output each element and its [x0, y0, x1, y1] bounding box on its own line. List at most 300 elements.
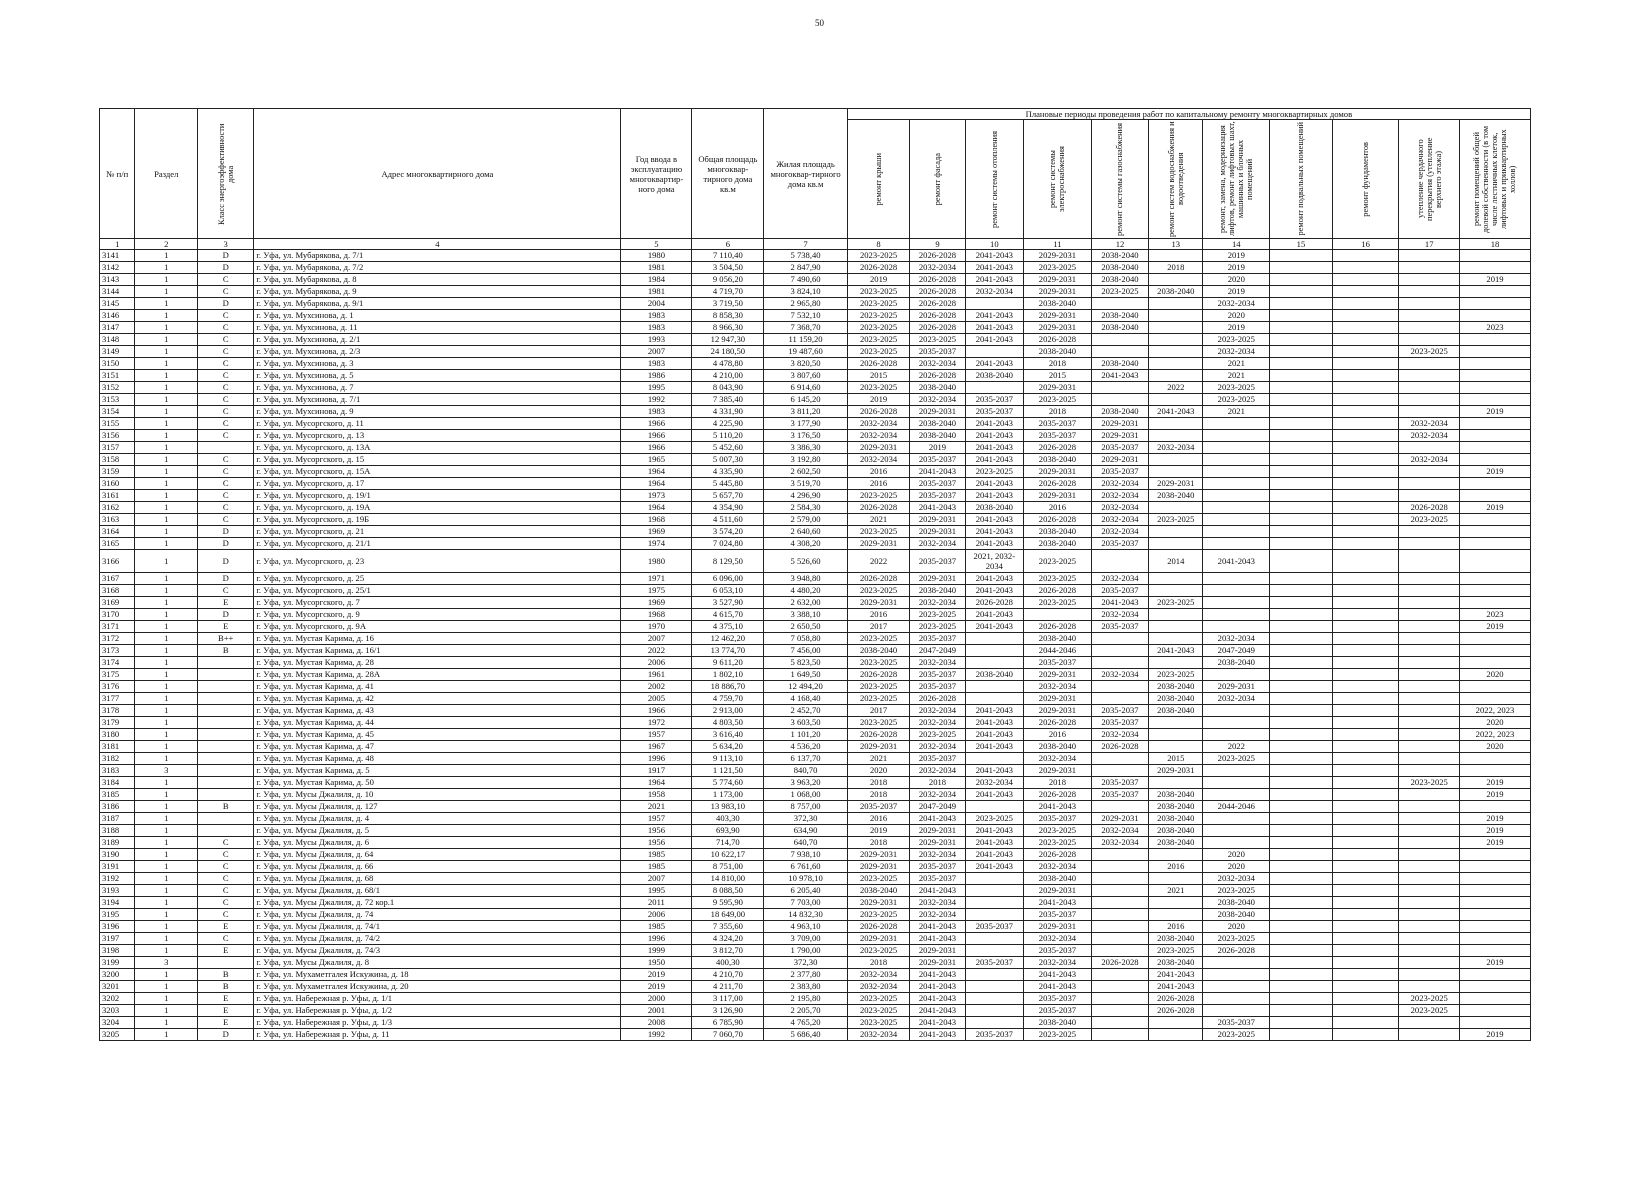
- energy-class-cell: [198, 657, 254, 669]
- living-area-cell: 2 584,30: [764, 502, 847, 514]
- foundation-repair-cell: [1332, 789, 1399, 801]
- header-section: Раздел: [135, 109, 198, 239]
- table-row: [100, 490, 1531, 502]
- row-number-cell: 3185: [100, 789, 135, 801]
- table-row: [100, 609, 1531, 621]
- heating-repair-cell: [965, 801, 1023, 813]
- roof-repair-cell: 2032-2034: [847, 454, 910, 466]
- address-cell: г. Уфа, ул. Мусы Джалиля, д. 74/3: [254, 945, 621, 957]
- table-row: [100, 286, 1531, 298]
- table-row: [100, 1029, 1531, 1041]
- living-area-cell: 3 709,00: [764, 933, 847, 945]
- foundation-repair-cell: [1332, 933, 1399, 945]
- energy-class-cell: [198, 789, 254, 801]
- elevator-repair-cell: [1203, 717, 1270, 729]
- basement-repair-cell: [1270, 1005, 1333, 1017]
- facade-repair-cell: 2038-2040: [910, 382, 965, 394]
- facade-repair-cell: 2035-2037: [910, 346, 965, 358]
- common-areas-repair-cell: [1459, 801, 1530, 813]
- basement-repair-cell: [1270, 262, 1333, 274]
- elevator-repair-cell: 2021: [1203, 370, 1270, 382]
- energy-class-cell: C: [198, 585, 254, 597]
- attic-insulation-cell: [1399, 442, 1459, 454]
- foundation-repair-cell: [1332, 717, 1399, 729]
- energy-class-cell: C: [198, 346, 254, 358]
- facade-repair-cell: 2026-2028: [910, 693, 965, 705]
- foundation-repair-cell: [1332, 825, 1399, 837]
- basement-repair-cell: [1270, 969, 1333, 981]
- facade-repair-cell: 2023-2025: [910, 621, 965, 633]
- foundation-repair-cell: [1332, 585, 1399, 597]
- gas-repair-cell: 2038-2040: [1091, 358, 1148, 370]
- facade-repair-cell: 2023-2025: [910, 334, 965, 346]
- roof-repair-cell: 2029-2031: [847, 861, 910, 873]
- year-built-cell: 2019: [621, 981, 692, 993]
- electric-repair-cell: 2032-2034: [1024, 753, 1092, 765]
- section-cell: 1: [135, 753, 198, 765]
- energy-class-cell: C: [198, 466, 254, 478]
- address-cell: г. Уфа, ул. Мухаметгалея Искужина, д. 20: [254, 981, 621, 993]
- table-row: [100, 897, 1531, 909]
- heating-repair-cell: 2041-2043: [965, 334, 1023, 346]
- heating-repair-cell: [965, 346, 1023, 358]
- table-row: [100, 538, 1531, 550]
- basement-repair-cell: [1270, 286, 1333, 298]
- electric-repair-cell: 2026-2028: [1024, 717, 1092, 729]
- address-cell: г. Уфа, ул. Мухсинова, д. 2/3: [254, 346, 621, 358]
- elevator-repair-cell: 2023-2025: [1203, 394, 1270, 406]
- foundation-repair-cell: [1332, 442, 1399, 454]
- address-cell: г. Уфа, ул. Мухсинова, д. 1: [254, 310, 621, 322]
- gas-repair-cell: 2032-2034: [1091, 502, 1148, 514]
- heating-repair-cell: [965, 681, 1023, 693]
- gas-repair-cell: 2035-2037: [1091, 442, 1148, 454]
- roof-repair-cell: 2016: [847, 609, 910, 621]
- water-repair-cell: 2015: [1149, 753, 1203, 765]
- section-cell: 1: [135, 717, 198, 729]
- water-repair-cell: [1149, 777, 1203, 789]
- common-areas-repair-cell: 2019: [1459, 777, 1530, 789]
- heating-repair-cell: 2041-2043: [965, 478, 1023, 490]
- living-area-cell: 7 058,80: [764, 633, 847, 645]
- table-row: [100, 837, 1531, 849]
- water-repair-cell: 2029-2031: [1149, 478, 1203, 490]
- electric-repair-cell: 2026-2028: [1024, 478, 1092, 490]
- common-areas-repair-cell: [1459, 681, 1530, 693]
- heating-repair-cell: 2041-2043: [965, 621, 1023, 633]
- basement-repair-cell: [1270, 837, 1333, 849]
- section-cell: 1: [135, 298, 198, 310]
- gas-repair-cell: [1091, 849, 1148, 861]
- section-cell: 1: [135, 1005, 198, 1017]
- address-cell: г. Уфа, ул. Мустая Карима, д. 47: [254, 741, 621, 753]
- water-repair-cell: [1149, 298, 1203, 310]
- elevator-repair-cell: [1203, 969, 1270, 981]
- energy-class-cell: [198, 705, 254, 717]
- foundation-repair-cell: [1332, 514, 1399, 526]
- address-cell: г. Уфа, ул. Мусы Джалиля, д. 68: [254, 873, 621, 885]
- table-row: [100, 322, 1531, 334]
- facade-repair-cell: 2032-2034: [910, 358, 965, 370]
- energy-class-cell: C: [198, 370, 254, 382]
- living-area-cell: 6 205,40: [764, 885, 847, 897]
- roof-repair-cell: 2023-2025: [847, 382, 910, 394]
- heating-repair-cell: 2041-2043: [965, 526, 1023, 538]
- living-area-cell: 3 824,10: [764, 286, 847, 298]
- roof-repair-cell: 2029-2031: [847, 538, 910, 550]
- year-built-cell: 1967: [621, 741, 692, 753]
- common-areas-repair-cell: [1459, 753, 1530, 765]
- basement-repair-cell: [1270, 298, 1333, 310]
- row-number-cell: 3187: [100, 813, 135, 825]
- section-cell: 1: [135, 394, 198, 406]
- living-area-cell: 3 807,60: [764, 370, 847, 382]
- heating-repair-cell: [965, 657, 1023, 669]
- living-area-cell: 1 101,20: [764, 729, 847, 741]
- total-area-cell: 4 211,70: [692, 981, 764, 993]
- year-built-cell: 1986: [621, 370, 692, 382]
- water-repair-cell: 2016: [1149, 861, 1203, 873]
- table-row: [100, 705, 1531, 717]
- gas-repair-cell: 2023-2025: [1091, 286, 1148, 298]
- electric-repair-cell: 2029-2031: [1024, 250, 1092, 262]
- electric-repair-cell: 2035-2037: [1024, 993, 1092, 1005]
- living-area-cell: 1 790,00: [764, 945, 847, 957]
- header-year: Год ввода в эксплуатацию многоквартир-ного дома: [621, 109, 692, 239]
- attic-insulation-cell: 2026-2028: [1399, 502, 1459, 514]
- electric-repair-cell: 2035-2037: [1024, 657, 1092, 669]
- total-area-cell: 14 810,00: [692, 873, 764, 885]
- total-area-cell: 4 335,90: [692, 466, 764, 478]
- roof-repair-cell: 2023-2025: [847, 322, 910, 334]
- water-repair-cell: 2038-2040: [1149, 693, 1203, 705]
- basement-repair-cell: [1270, 681, 1333, 693]
- roof-repair-cell: 2016: [847, 478, 910, 490]
- total-area-cell: 8 858,30: [692, 310, 764, 322]
- water-repair-cell: 2023-2025: [1149, 669, 1203, 681]
- living-area-cell: 2 452,70: [764, 705, 847, 717]
- gas-repair-cell: [1091, 1005, 1148, 1017]
- basement-repair-cell: [1270, 418, 1333, 430]
- year-built-cell: 1958: [621, 789, 692, 801]
- water-repair-cell: [1149, 609, 1203, 621]
- roof-repair-cell: 2026-2028: [847, 502, 910, 514]
- table-row: [100, 885, 1531, 897]
- total-area-cell: 6 096,00: [692, 573, 764, 585]
- attic-insulation-cell: [1399, 957, 1459, 969]
- section-cell: 1: [135, 861, 198, 873]
- basement-repair-cell: [1270, 981, 1333, 993]
- gas-repair-cell: 2035-2037: [1091, 538, 1148, 550]
- elevator-repair-cell: 2044-2046: [1203, 801, 1270, 813]
- electric-repair-cell: 2038-2040: [1024, 346, 1092, 358]
- foundation-repair-cell: [1332, 657, 1399, 669]
- common-areas-repair-cell: [1459, 1005, 1530, 1017]
- living-area-cell: 6 137,70: [764, 753, 847, 765]
- energy-class-cell: B: [198, 981, 254, 993]
- water-repair-cell: 2041-2043: [1149, 406, 1203, 418]
- electric-repair-cell: 2023-2025: [1024, 597, 1092, 609]
- section-cell: 1: [135, 442, 198, 454]
- attic-insulation-cell: [1399, 753, 1459, 765]
- electric-repair-cell: 2023-2025: [1024, 550, 1092, 573]
- water-repair-cell: [1149, 741, 1203, 753]
- column-index-cell: 9: [910, 239, 965, 250]
- section-cell: 1: [135, 454, 198, 466]
- electric-repair-cell: 2016: [1024, 729, 1092, 741]
- header-energy-class: Класс энергоэффективности дома: [198, 109, 254, 239]
- attic-insulation-cell: [1399, 538, 1459, 550]
- living-area-cell: 2 205,70: [764, 1005, 847, 1017]
- foundation-repair-cell: [1332, 490, 1399, 502]
- total-area-cell: 3 574,20: [692, 526, 764, 538]
- basement-repair-cell: [1270, 729, 1333, 741]
- basement-repair-cell: [1270, 657, 1333, 669]
- capital-repair-table: [99, 108, 1531, 1041]
- section-cell: 1: [135, 262, 198, 274]
- common-areas-repair-cell: [1459, 478, 1530, 490]
- elevator-repair-cell: 2019: [1203, 322, 1270, 334]
- row-number-cell: 3193: [100, 885, 135, 897]
- attic-insulation-cell: [1399, 645, 1459, 657]
- water-repair-cell: 2038-2040: [1149, 933, 1203, 945]
- common-areas-repair-cell: [1459, 538, 1530, 550]
- heating-repair-cell: 2041-2043: [965, 262, 1023, 274]
- common-areas-repair-cell: [1459, 310, 1530, 322]
- attic-insulation-cell: [1399, 921, 1459, 933]
- energy-class-cell: B: [198, 801, 254, 813]
- address-cell: г. Уфа, ул. Мухсинова, д. 7/1: [254, 394, 621, 406]
- attic-insulation-cell: [1399, 286, 1459, 298]
- facade-repair-cell: 2032-2034: [910, 849, 965, 861]
- basement-repair-cell: [1270, 705, 1333, 717]
- foundation-repair-cell: [1332, 250, 1399, 262]
- attic-insulation-cell: [1399, 825, 1459, 837]
- total-area-cell: 4 511,60: [692, 514, 764, 526]
- roof-repair-cell: 2026-2028: [847, 358, 910, 370]
- year-built-cell: 1970: [621, 621, 692, 633]
- attic-insulation-cell: [1399, 741, 1459, 753]
- foundation-repair-cell: [1332, 382, 1399, 394]
- year-built-cell: 2008: [621, 1017, 692, 1029]
- column-index-cell: 16: [1332, 239, 1399, 250]
- water-repair-cell: [1149, 729, 1203, 741]
- roof-repair-cell: 2018: [847, 777, 910, 789]
- attic-insulation-cell: 2023-2025: [1399, 346, 1459, 358]
- address-cell: г. Уфа, ул. Мусы Джалиля, д. 66: [254, 861, 621, 873]
- living-area-cell: 7 368,70: [764, 322, 847, 334]
- address-cell: г. Уфа, ул. Мусы Джалиля, д. 64: [254, 849, 621, 861]
- gas-repair-cell: 2032-2034: [1091, 573, 1148, 585]
- section-cell: 3: [135, 957, 198, 969]
- attic-insulation-cell: [1399, 358, 1459, 370]
- electric-repair-cell: 2026-2028: [1024, 621, 1092, 633]
- electric-repair-cell: 2038-2040: [1024, 454, 1092, 466]
- address-cell: г. Уфа, ул. Мусоргского, д. 7: [254, 597, 621, 609]
- row-number-cell: 3198: [100, 945, 135, 957]
- living-area-cell: 6 761,60: [764, 861, 847, 873]
- row-number-cell: 3175: [100, 669, 135, 681]
- year-built-cell: 2021: [621, 801, 692, 813]
- energy-class-cell: [198, 741, 254, 753]
- living-area-cell: 6 914,60: [764, 382, 847, 394]
- elevator-repair-cell: [1203, 993, 1270, 1005]
- facade-repair-cell: 2026-2028: [910, 250, 965, 262]
- foundation-repair-cell: [1332, 753, 1399, 765]
- total-area-cell: 9 595,90: [692, 897, 764, 909]
- foundation-repair-cell: [1332, 406, 1399, 418]
- row-number-cell: 3178: [100, 705, 135, 717]
- header-address: Адрес многоквартирного дома: [254, 109, 621, 239]
- roof-repair-cell: 2029-2031: [847, 741, 910, 753]
- address-cell: г. Уфа, ул. Мухсинова, д. 2/1: [254, 334, 621, 346]
- electric-repair-cell: [1024, 609, 1092, 621]
- total-area-cell: 7 355,60: [692, 921, 764, 933]
- foundation-repair-cell: [1332, 310, 1399, 322]
- energy-class-cell: C: [198, 382, 254, 394]
- electric-repair-cell: 2041-2043: [1024, 801, 1092, 813]
- basement-repair-cell: [1270, 669, 1333, 681]
- energy-class-cell: C: [198, 849, 254, 861]
- address-cell: г. Уфа, ул. Мусы Джалиля, д. 68/1: [254, 885, 621, 897]
- facade-repair-cell: 2035-2037: [910, 861, 965, 873]
- row-number-cell: 3199: [100, 957, 135, 969]
- section-cell: 1: [135, 478, 198, 490]
- energy-class-cell: [198, 777, 254, 789]
- year-built-cell: 2007: [621, 633, 692, 645]
- row-number-cell: 3142: [100, 262, 135, 274]
- heating-repair-cell: 2035-2037: [965, 406, 1023, 418]
- water-repair-cell: [1149, 370, 1203, 382]
- gas-repair-cell: [1091, 645, 1148, 657]
- living-area-cell: 2 640,60: [764, 526, 847, 538]
- column-index-cell: 10: [965, 239, 1023, 250]
- year-built-cell: 1981: [621, 286, 692, 298]
- address-cell: г. Уфа, ул. Мустая Карима, д. 41: [254, 681, 621, 693]
- section-cell: 1: [135, 406, 198, 418]
- address-cell: г. Уфа, ул. Мухсинова, д. 11: [254, 322, 621, 334]
- section-cell: 1: [135, 382, 198, 394]
- attic-insulation-cell: [1399, 621, 1459, 633]
- living-area-cell: 2 383,80: [764, 981, 847, 993]
- common-areas-repair-cell: 2019: [1459, 502, 1530, 514]
- gas-repair-cell: [1091, 993, 1148, 1005]
- foundation-repair-cell: [1332, 681, 1399, 693]
- attic-insulation-cell: 2023-2025: [1399, 993, 1459, 1005]
- heating-repair-cell: 2041-2043: [965, 609, 1023, 621]
- heating-repair-cell: 2041-2043: [965, 442, 1023, 454]
- heating-repair-cell: 2026-2028: [965, 597, 1023, 609]
- foundation-repair-cell: [1332, 981, 1399, 993]
- heating-repair-cell: 2041-2043: [965, 454, 1023, 466]
- basement-repair-cell: [1270, 957, 1333, 969]
- common-areas-repair-cell: [1459, 861, 1530, 873]
- section-cell: 1: [135, 370, 198, 382]
- attic-insulation-cell: [1399, 466, 1459, 478]
- living-area-cell: 2 195,80: [764, 993, 847, 1005]
- roof-repair-cell: 2029-2031: [847, 597, 910, 609]
- address-cell: г. Уфа, ул. Мустая Карима, д. 43: [254, 705, 621, 717]
- water-repair-cell: 2023-2025: [1149, 514, 1203, 526]
- year-built-cell: 1974: [621, 538, 692, 550]
- basement-repair-cell: [1270, 454, 1333, 466]
- electric-repair-cell: 2029-2031: [1024, 490, 1092, 502]
- row-number-cell: 3176: [100, 681, 135, 693]
- gas-repair-cell: 2032-2034: [1091, 825, 1148, 837]
- total-area-cell: 6 053,10: [692, 585, 764, 597]
- table-body: [100, 250, 1531, 1041]
- attic-insulation-cell: [1399, 394, 1459, 406]
- roof-repair-cell: 2023-2025: [847, 526, 910, 538]
- energy-class-cell: E: [198, 1017, 254, 1029]
- heating-repair-cell: 2041-2043: [965, 825, 1023, 837]
- elevator-repair-cell: 2020: [1203, 849, 1270, 861]
- water-repair-cell: [1149, 274, 1203, 286]
- table-row: [100, 334, 1531, 346]
- electric-repair-cell: 2038-2040: [1024, 633, 1092, 645]
- section-cell: 1: [135, 825, 198, 837]
- gas-repair-cell: [1091, 550, 1148, 573]
- facade-repair-cell: 2041-2043: [910, 993, 965, 1005]
- gas-repair-cell: [1091, 382, 1148, 394]
- header-heating-repair: ремонт системы отопления: [965, 120, 1023, 239]
- heating-repair-cell: 2041-2043: [965, 705, 1023, 717]
- section-cell: 1: [135, 705, 198, 717]
- facade-repair-cell: 2029-2031: [910, 573, 965, 585]
- foundation-repair-cell: [1332, 322, 1399, 334]
- attic-insulation-cell: [1399, 717, 1459, 729]
- gas-repair-cell: 2035-2037: [1091, 466, 1148, 478]
- foundation-repair-cell: [1332, 777, 1399, 789]
- common-areas-repair-cell: [1459, 394, 1530, 406]
- electric-repair-cell: 2032-2034: [1024, 681, 1092, 693]
- living-area-cell: 2 602,50: [764, 466, 847, 478]
- year-built-cell: 1966: [621, 705, 692, 717]
- common-areas-repair-cell: [1459, 370, 1530, 382]
- basement-repair-cell: [1270, 346, 1333, 358]
- table-row: [100, 573, 1531, 585]
- foundation-repair-cell: [1332, 993, 1399, 1005]
- table-row: [100, 777, 1531, 789]
- foundation-repair-cell: [1332, 945, 1399, 957]
- gas-repair-cell: [1091, 969, 1148, 981]
- foundation-repair-cell: [1332, 262, 1399, 274]
- foundation-repair-cell: [1332, 418, 1399, 430]
- foundation-repair-cell: [1332, 550, 1399, 573]
- roof-repair-cell: 2015: [847, 370, 910, 382]
- facade-repair-cell: 2029-2031: [910, 837, 965, 849]
- facade-repair-cell: 2023-2025: [910, 609, 965, 621]
- heating-repair-cell: [965, 693, 1023, 705]
- attic-insulation-cell: [1399, 861, 1459, 873]
- table-row: [100, 801, 1531, 813]
- year-built-cell: 1968: [621, 609, 692, 621]
- basement-repair-cell: [1270, 885, 1333, 897]
- roof-repair-cell: 2026-2028: [847, 262, 910, 274]
- foundation-repair-cell: [1332, 370, 1399, 382]
- roof-repair-cell: 2032-2034: [847, 1029, 910, 1041]
- living-area-cell: 4 536,20: [764, 741, 847, 753]
- section-cell: 1: [135, 358, 198, 370]
- elevator-repair-cell: [1203, 981, 1270, 993]
- roof-repair-cell: 2020: [847, 765, 910, 777]
- facade-repair-cell: 2047-2049: [910, 801, 965, 813]
- total-area-cell: 3 616,40: [692, 729, 764, 741]
- gas-repair-cell: [1091, 334, 1148, 346]
- common-areas-repair-cell: [1459, 526, 1530, 538]
- living-area-cell: 2 650,50: [764, 621, 847, 633]
- living-area-cell: 6 145,20: [764, 394, 847, 406]
